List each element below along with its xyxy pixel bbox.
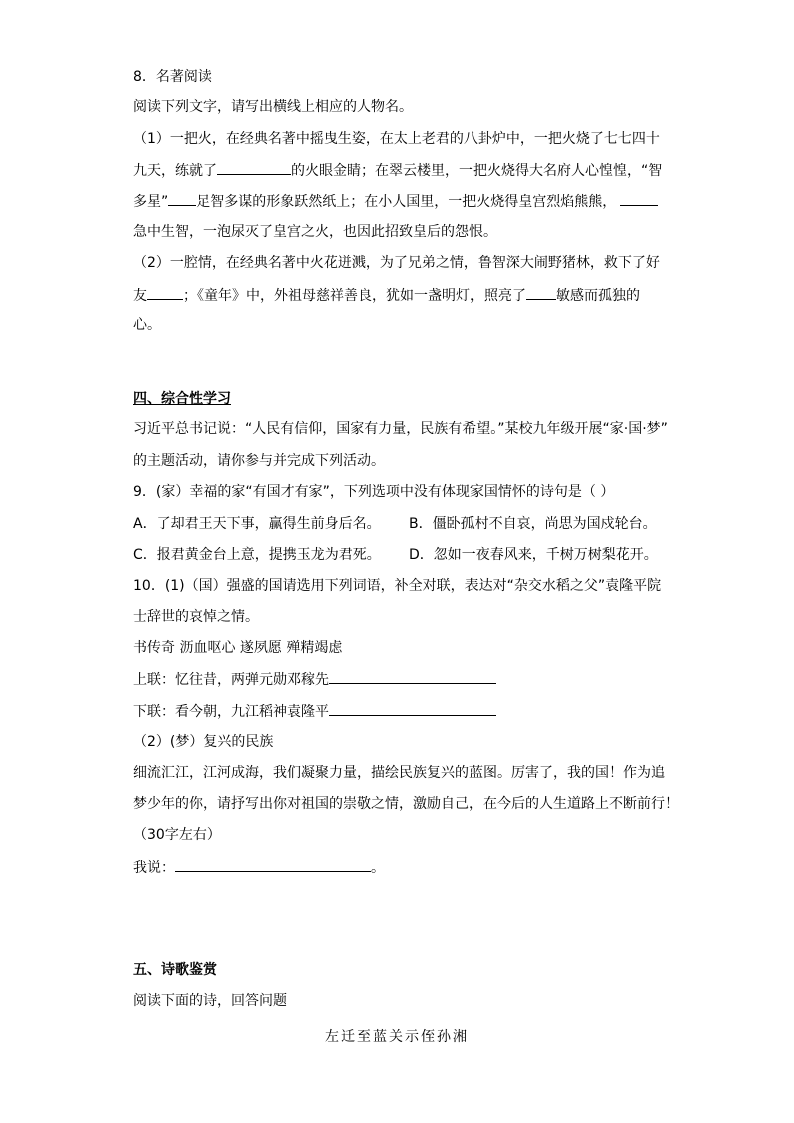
- answer-blank-1[interactable]: [217, 160, 291, 175]
- say-answer-blank[interactable]: [175, 857, 371, 872]
- q9-option-a[interactable]: A．了却君王天下事，赢得生前身后名。: [133, 516, 381, 532]
- q8-p1-line2-b: 的火眼金睛；在翠云楼里，一把火烧得大名府人心惶惶，“智: [291, 163, 663, 179]
- q8-title: 8．名著阅读: [133, 69, 212, 85]
- q10-word-options: 书传奇 沥血呕心 遂夙愿 殚精竭虑: [133, 640, 343, 656]
- couplet-upper-text: 上联：忆往昔，两弹元勋邓稼先: [133, 672, 329, 688]
- q8-p1-line3-a: 多星”: [133, 194, 169, 210]
- q10-line2: 士辞世的哀悼之情。: [133, 609, 259, 625]
- q8-p1-line4: 急中生智，一泡尿灭了皇宫之火，也因此招致皇后的怨恨。: [133, 224, 497, 240]
- couplet-lower-text: 下联：看今朝，九江稻神袁隆平: [133, 704, 329, 720]
- q10-2-line1: 细流汇江，江河成海，我们凝聚力量，描绘民族复兴的蓝图。厉害了，我的国！作为追: [133, 765, 665, 781]
- q8-p2-line2-c: 敏感而孤独的: [556, 288, 640, 304]
- answer-blank-2[interactable]: [168, 191, 196, 206]
- q9-stem: 9．(家）幸福的家“有国才有家”，下列选项中没有体现家国情怀的诗句是（ ）: [133, 484, 615, 500]
- q8-p1-line2-a: 九天，练就了: [133, 163, 217, 179]
- q8-p1-line3-b: 足智多谋的形象跃然纸上；在小人国里，一把火烧得皇宫烈焰熊熊，: [196, 194, 617, 210]
- q8-instruction: 阅读下列文字，请写出横线上相应的人物名。: [133, 99, 413, 115]
- q10-line1: 10．(1)（国）强盛的国请选用下列词语，补全对联，表达对“杂交水稻之父”袁隆平院: [133, 578, 662, 594]
- q9-option-d[interactable]: D．忽如一夜春风来，千树万树梨花开。: [409, 547, 658, 563]
- q8-p1-line1: （1）一把火，在经典名著中摇曳生姿，在太上老君的八卦炉中，一把火烧了七七四十: [133, 131, 660, 147]
- section-4-heading: 四、综合性学习: [133, 391, 231, 407]
- q8-p2-line2: [133, 285, 640, 306]
- q9-option-b[interactable]: B．僵卧孤村不自哀，尚思为国戍轮台。: [409, 516, 657, 532]
- q10-2-title: （2）(梦）复兴的民族: [133, 734, 274, 750]
- q8-p2-line2-b: ；《童年》中，外祖母慈祥善良，犹如一盏明灯，照亮了: [183, 288, 526, 304]
- say-end: 。: [371, 860, 385, 876]
- couplet-lower: [133, 701, 496, 722]
- section-5-heading: 五、诗歌鉴赏: [133, 962, 217, 978]
- couplet-upper: [133, 669, 496, 690]
- answer-blank-3[interactable]: [620, 191, 658, 206]
- q8-p2-line3: 心。: [133, 317, 161, 333]
- q8-p2-line1: （2）一腔情，在经典名著中火花迸溅，为了兄弟之情，鲁智深大闹野猪林，救下了好: [133, 255, 660, 271]
- sec5-instruction: 阅读下面的诗，回答问题: [133, 993, 287, 1009]
- couplet-lower-blank[interactable]: [329, 701, 496, 716]
- q8-p1-line2: [133, 160, 662, 181]
- q10-2-line3: （30字左右）: [133, 827, 221, 843]
- say-line: [133, 857, 385, 878]
- answer-blank-5[interactable]: [526, 285, 556, 300]
- q10-2-line2: 梦少年的你，请抒写出你对祖国的崇敬之情，激励自己，在今后的人生道路上不断前行！: [133, 796, 679, 812]
- sec4-intro-line1: 习近平总书记说：“人民有信仰，国家有力量，民族有希望。”某校九年级开展“家·国·梦”: [133, 421, 668, 437]
- answer-blank-4[interactable]: [147, 285, 183, 300]
- sec4-intro-line2: 的主题活动，请你参与并完成下列活动。: [133, 453, 385, 469]
- couplet-upper-blank[interactable]: [329, 669, 496, 684]
- poem-title: 左迁至蓝关示侄孙湘: [325, 1029, 469, 1045]
- q8-p2-line2-a: 友: [133, 288, 147, 304]
- q8-p1-line3: [133, 191, 658, 212]
- say-label: 我说：: [133, 860, 175, 876]
- q9-option-c[interactable]: C．报君黄金台上意，提携玉龙为君死。: [133, 547, 381, 563]
